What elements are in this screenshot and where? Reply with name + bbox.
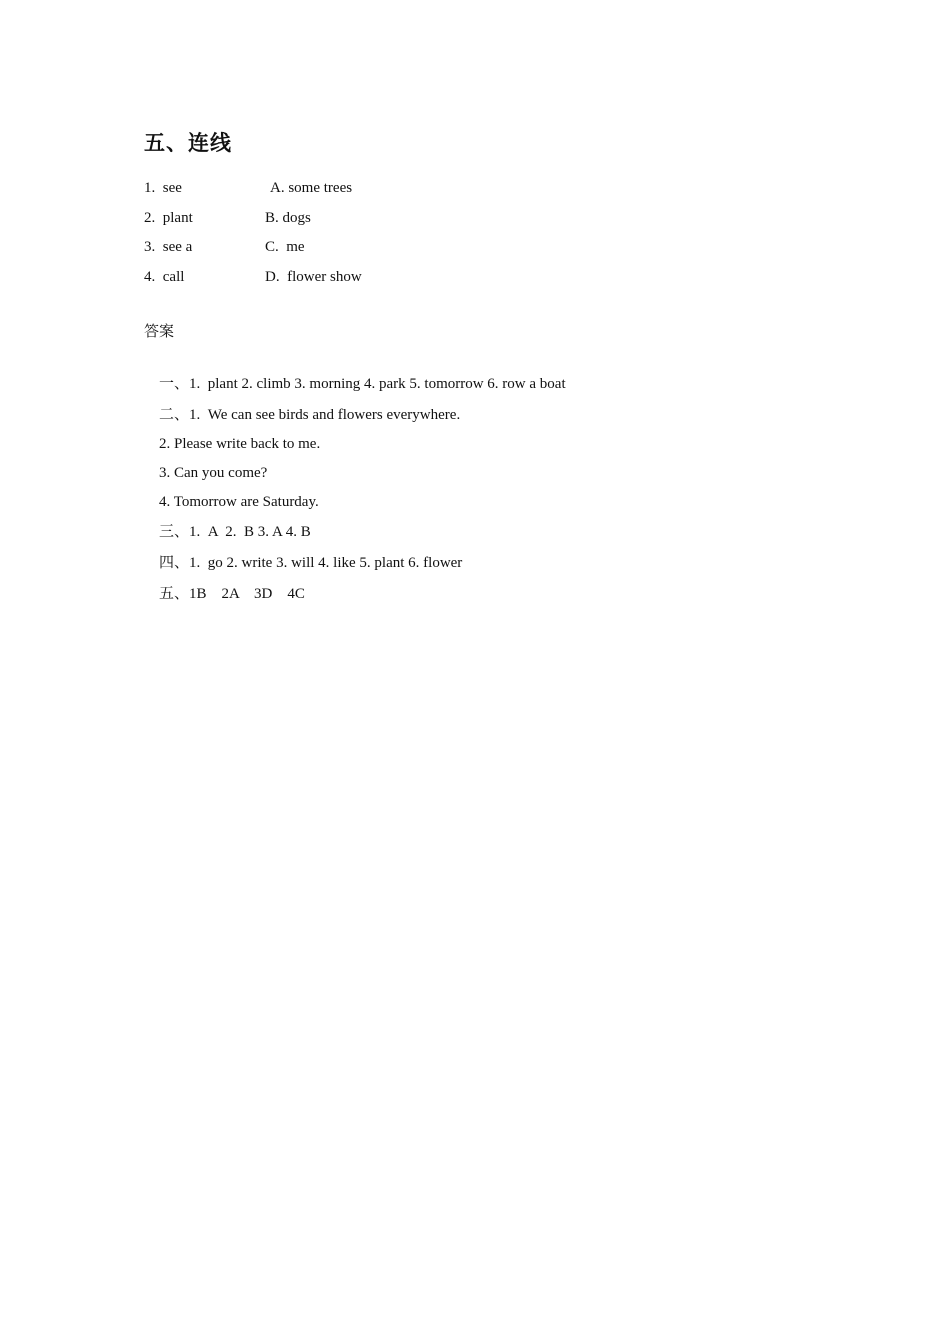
answer-section-prefix: 一、 <box>159 374 190 392</box>
matching-item-right: B. dogs <box>265 210 311 226</box>
answer-section-prefix: 四、 <box>159 553 190 571</box>
answer-text: 1. A 2. B 3. A 4. B <box>189 524 311 540</box>
matching-item-left: 2. plant <box>144 210 193 226</box>
matching-row-3 <box>144 236 644 258</box>
matching-item-left: 1. see <box>144 180 182 196</box>
answer-text: 1. We can see birds and flowers everywhere. <box>189 407 461 423</box>
matching-item-left: 4. call <box>144 269 185 285</box>
answer-section-prefix: 五、 <box>159 584 190 602</box>
answer-section-prefix: 二、 <box>159 405 190 423</box>
answer-text: 1. plant 2. climb 3. morning 4. park 5. tomorrow 6. row a boat <box>189 376 566 392</box>
answer-heading: 答案 <box>144 322 175 340</box>
answer-line-8 <box>144 560 305 627</box>
answer-text: 2. Please write back to me. <box>159 436 321 452</box>
answer-text: 4. Tomorrow are Saturday. <box>159 494 319 510</box>
matching-item-left: 3. see a <box>144 239 193 255</box>
answer-text: 1B 2A 3D 4C <box>189 586 305 602</box>
matching-item-right: C. me <box>265 239 305 255</box>
matching-row-4 <box>144 266 644 288</box>
answer-text: 1. go 2. write 3. will 4. like 5. plant 6. flower <box>189 555 463 571</box>
answer-text: 3. Can you come? <box>159 465 268 481</box>
matching-row-2 <box>144 207 644 229</box>
answer-section-prefix: 三、 <box>159 522 190 540</box>
matching-item-right: A. some trees <box>270 180 353 196</box>
matching-row-1 <box>144 177 644 199</box>
section-title: 五、连线 <box>144 131 232 155</box>
matching-item-right: D. flower show <box>265 269 362 285</box>
